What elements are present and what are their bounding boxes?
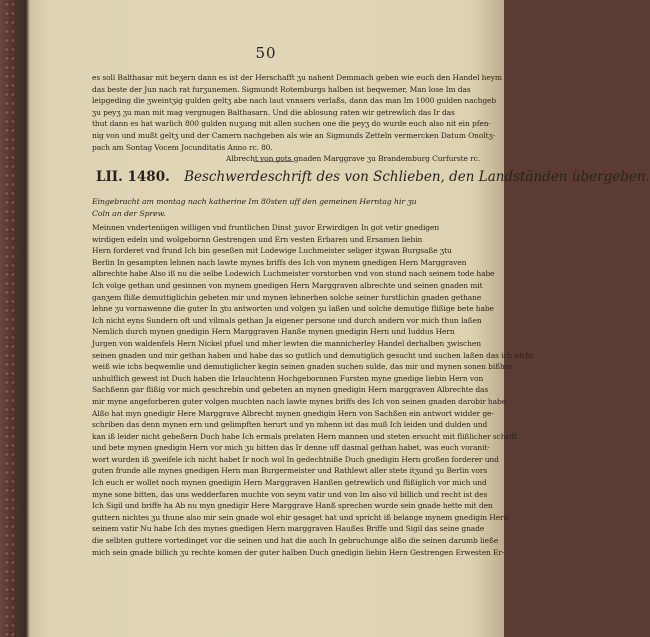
document-title: Beschwerdeschrift des von Schlieben, den Landständen übergeben. [184,169,650,185]
document-number: LII. 1480. [96,169,170,185]
section-divider [254,161,294,162]
text-line: leipgeding die ʒweintʒig gulden geltʒ abe nach laut vnnsers verlaßs, dann das man Im 1000 gulden nachgeb [92,96,497,106]
text-line: schriben das denn mynen ern und gelimpften herurt und yn mhenn ist das muß Ich leiden und dulden und [92,420,488,430]
text-line: es soll Balthasar mit beʒern dann es ist der Herschafft ʒu nahent Demmach geben wie euch den Handel heym [92,73,502,82]
text-line: Ich euch er wollet noch mynen gnedigin Hern Marggraven Hanßen getrewlich und flißiglich vor mich und [92,478,487,488]
page-number: 50 [255,44,277,62]
text-line: guttern nichtes ʒu thune also mir sein gnade wol ehir gesaget hat und spricht iß belange mynem gnedigin Hern [92,512,509,522]
text-line: ganʒem fliße demuttiglichin gebeten mir und mynen lehnerben solche seiner furstlichin gnaden gethane [92,292,482,302]
text-line: Alßo hat myn gnedigir Here Marggrave Albrecht mynen gnedigin Hern von Sachßen ein antwort widder ge- [92,408,494,418]
text-line: Meinnen vnderteniigen willigen vnd fruntlichen Dinst ʒuvor Erwirdigen In got vetir gnedigen [92,223,440,232]
text-line: Sachßenn gar flißig vor mich geschrebin und gebeten an mynen gnedigin Hern marggraven Albrechte das [92,385,489,395]
text-line: pach am Sontag Vocem Jocunditatis Anno rc. 80. [92,142,273,152]
text-line: seinem vatir Nu habe Ich des mynes gnedigen Hern marggraven Haußes Briffe und Sigil das seine gnade [92,524,485,534]
book-page [32,0,650,637]
top-paragraph [92,72,502,165]
signature-line: Albrecht von gots gnaden Marggrave ʒu Brandemburg Curfurste rc. [225,154,480,164]
text-line: Ich Sigil und briffe ha Ab nu myn gnedigir Here Marggrave Hanß sprechen wurde sein gnade hette mit den [92,501,493,511]
text-line: Nemlich durch mynen gnedigin Hern Marggraven Hanße mynen gnedigin Hern und Iuddus Hern [92,327,455,337]
text-line: die selbten guttere vortedinget vor die seinen und hat die auch In gebruchunge alßo die seinen darumb ließe [92,536,499,546]
text-line: Hern forderet vnd frund Ich bin geseßen mit Lodewige Luchmeister seliger itʒwan Burgsaße ʒtu [92,246,452,256]
text-line: seinen gnaden und mir gethan haben und habe das so gutlich und demutiglich gesucht und suchen laßen das ich nicht [92,350,534,360]
text-line: das beste der Jun nach rat furʒunemen. Sigmundt Rotemburgs halben ist beqwemer, Man lose Im das [92,84,471,94]
text-line: ʒu peyʒ ʒu man mit mag vergnugen Balthasarn. Und die ablosung raten wir getrewlich das Ir das [92,107,455,117]
text-line: albrechte habe Also iß nu die selbe Lodewich Luchmeister vorstorben vnd von stund nach seinem tode habe [92,269,495,279]
body-text [92,222,534,558]
text-line: guten frunde alle mynes gnedigen Hern man Burgermeister und Rathlewt aller stete itʒund ʒu Berlin vors [92,466,488,476]
text-line: mich sein gnade billich ʒu rechte komen der guter halben Duch gnedigin liebin Hern Gestrengen Erwesten Er- [92,547,505,557]
text-line: Eingebracht am montag nach katherine Im 80sten uff den gemeinen Herntag hir ʒu [92,197,417,206]
text-line: lehne ʒu vornawenne die guter In ʒtu antworten und volgen ʒu laßen und solche demutige flißige bete habe [92,304,494,314]
text-line: wirdigen edeln und wolgebornn Gestrengen und Ern vesten Erbaren und Ersamen liebin [92,234,423,244]
document-heading [96,168,650,186]
text-line: myne sone bitten, das uns wedderfaren muchte von seym vatir und von Im also vil billich und recht ist des [92,489,488,499]
text-line: nig von und mußt geltʒ und der Camern nachgeben als wie an Sigmunds Zetteln vermercken Datum Onoltʒ- [92,130,496,140]
text-line: Ich volge gethan und gesinnen von mynem gnedigen Hern Marggraven albrechte und seinen gnaden mit [92,280,483,290]
text-line: mir myne angeforberen guter volgen muchten nach lawte mynes briffs des Ich von seinen gnaden darobir habe [92,396,507,406]
text-line: kan iß leider nicht gebeßern Duch habe Ich ermals prelaten Hern mannen und steten ersucht mit flißlicher schrift [92,431,517,441]
text-line: thut dann es hat warlich 800 gulden nuʒung mit allen suchen one die peyʒ do wurde euch also nit ein pfen- [92,119,491,129]
book-spine [4,0,14,637]
text-line: Ich nicht eyns Sundern oft und vilmals gethan Ja eigener persone und durch andern vor mich thun laßen [92,315,482,325]
intro-paragraph [92,196,486,219]
text-line: und bete mynen gnedigin Hern vor mich ʒu bitten das Ir denne uff dasmal gethan habet, was euch voranit- [92,443,490,453]
text-line: wort wurden iß ʒweifele ich nicht habet Ir noch wol In gedechtniße Duch gnedigin Hern großen forderer und [92,454,499,464]
text-line: Berlin In gesampten lehnen nach lawte mynes briffs des Ich von mynem gnedigen Hern Marggraven [92,257,467,267]
text-line: unhulflich gewest ist Duch haben die Irlauchtenn Hochgebornnen Fursten myne gnedige liebin Hern von [92,373,484,383]
text-line: Jurgen von waldenfels Hern Nickel pfuel und mher lewten die mannicherley Handel derhalben ʒwischen [92,338,481,348]
text-line: weiß wie ichs beqwemlie und demutiglicher kegin seinen gnaden suchen sulde, das mir und mynen sonen bißher [92,362,513,372]
text-line: Coln an der Sprew. [92,208,166,218]
